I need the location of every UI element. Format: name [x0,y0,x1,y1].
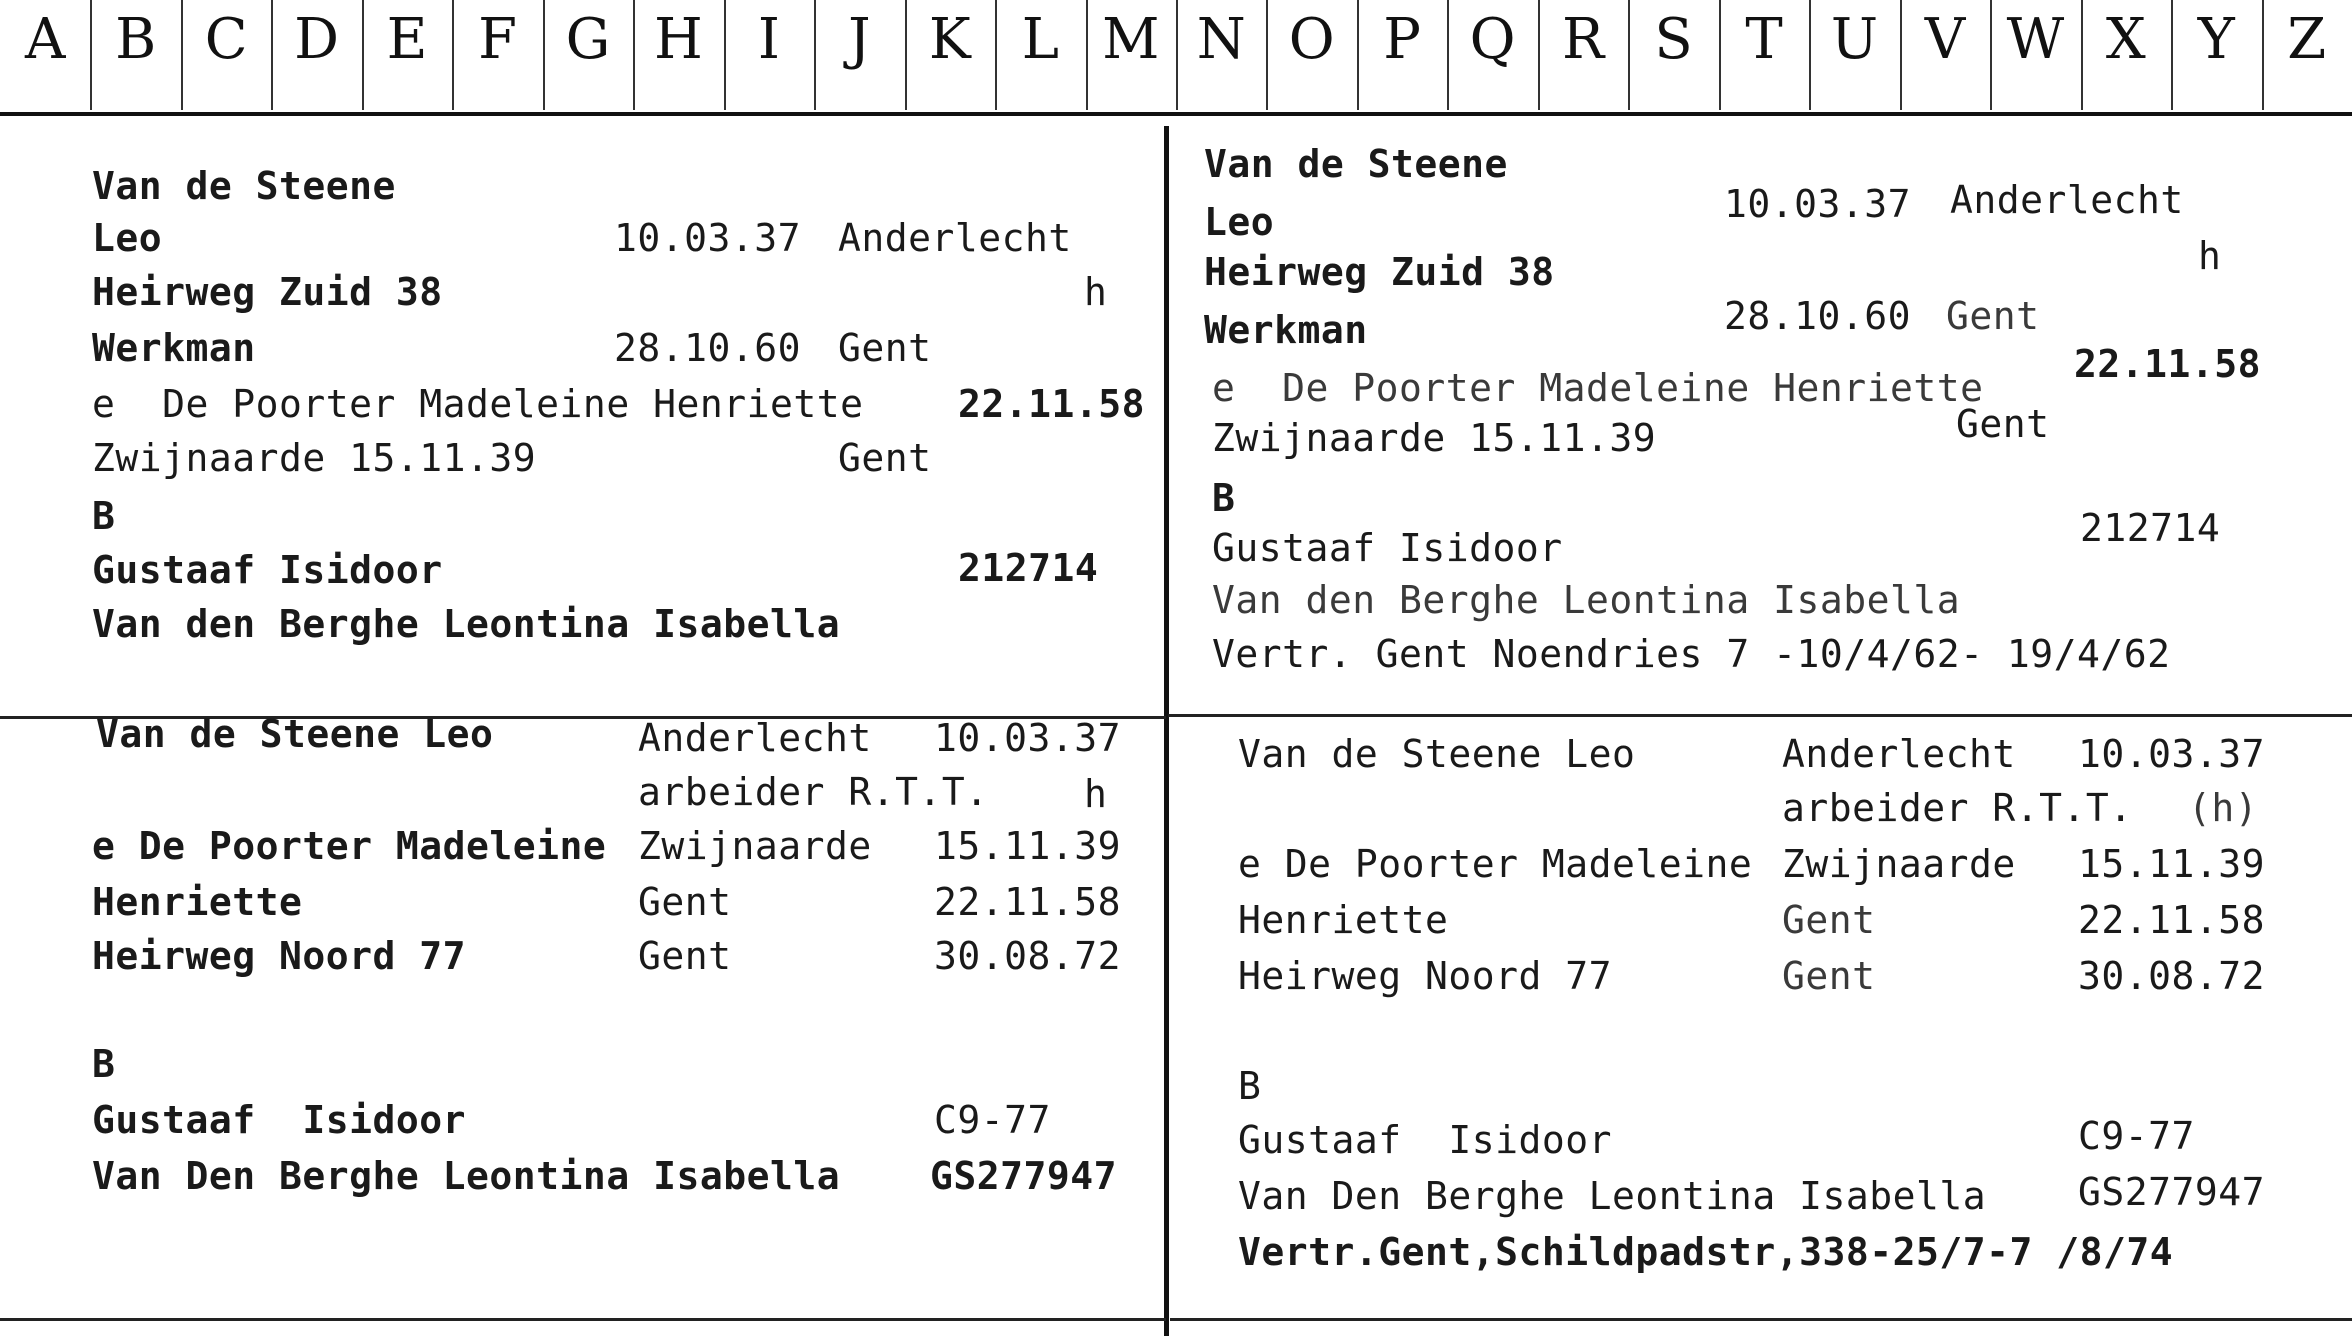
alphabet-letter-v: V [1924,7,1966,72]
birth-date: 10.03.37 [934,716,1122,760]
card-divider-bottom-right [1170,1318,2352,1321]
address-date: 30.08.72 [934,934,1122,978]
alphabet-letter-y: Y [2197,7,2235,72]
alphabet-letter-t: T [1745,7,1783,72]
letter: B [1238,1064,1262,1108]
spouse: e De Poorter Madeleine Henriette [1212,366,1984,410]
spouse-birth-date: 15.11.39 [2078,842,2266,886]
alphabet-separator [2171,0,2173,110]
card-divider-top-right [1168,714,2352,717]
birth-place: Anderlecht [838,216,1072,260]
alphabet-separator [452,0,454,110]
alphabet-separator [90,0,92,110]
alphabet-letter-x: X [2105,7,2146,72]
occupation: Werkman [92,326,256,370]
address-place: Gent [1782,954,1876,998]
birth-date: 10.03.37 [2078,732,2266,776]
alphabet-letter-r: R [1561,7,1605,72]
spouse: e De Poorter Madeleine Henriette [92,382,864,426]
spouse-birth: Zwijnaarde 15.11.39 [92,436,537,480]
occupation: arbeider R.T.T. [638,770,989,814]
code: h [1084,270,1108,314]
letter: B [1212,476,1236,520]
mother: Van den Berghe Leontina Isabella [92,602,841,646]
marriage-place: Gent [638,880,732,924]
alphabet-letter-s: S [1654,7,1693,72]
name: Van de Steene Leo [1238,732,1636,776]
spouse-date: 22.11.58 [2074,342,2262,386]
birth-place: Anderlecht [1950,178,2184,222]
alphabet-letter-o: O [1288,7,1335,72]
alphabet-separator [543,0,545,110]
spouse-second-name: Henriette [1238,898,1449,942]
alphabet-letter-g: G [565,7,611,72]
birth-place: Anderlecht [1782,732,2016,776]
spouse-birth-date: 15.11.39 [934,824,1122,868]
surname: Van de Steene [92,164,396,208]
alphabet-letter-k: K [928,7,971,72]
marriage-place: Gent [1782,898,1876,942]
alphabet-letter-i: I [757,7,780,72]
spouse-birth-place: Zwijnaarde [1782,842,2016,886]
alphabet-separator [181,0,183,110]
spouse: e De Poorter Madeleine [1238,842,1753,886]
alphabet-separator [271,0,273,110]
father: Gustaaf Isidoor [1238,1118,1613,1162]
address-date: 30.08.72 [2078,954,2266,998]
spouse-place: Gent [838,436,932,480]
spouse-place: Gent [1956,402,2050,446]
surname: Van de Steene [1204,142,1508,186]
firstname: Leo [1204,200,1275,244]
mother: Van den Berghe Leontina Isabella [1212,578,1961,622]
birth-place: Anderlecht [638,716,872,760]
alphabet-separator [995,0,997,110]
code: (h) [2188,786,2259,830]
alphabet-separator [362,0,364,110]
address: Heirweg Noord 77 [1238,954,1613,998]
alphabet-letter-z: Z [2287,7,2327,72]
father: Gustaaf Isidoor [92,1098,467,1142]
alphabet-separator [1990,0,1992,110]
alphabet-letter-p: P [1383,7,1421,72]
alphabet-letter-n: N [1196,7,1246,72]
alphabet-separator [1900,0,1902,110]
alphabet-letter-u: U [1830,7,1879,72]
reference: C9-77 [2078,1114,2195,1158]
address: Heirweg Noord 77 [92,934,467,978]
alphabet-separator [1447,0,1449,110]
gs-number: GS277947 [2078,1170,2266,1214]
alphabet-separator [2081,0,2083,110]
occupation-place: Gent [838,326,932,370]
alphabet-separator [814,0,816,110]
alphabet-letter-f: F [478,7,517,72]
occupation-date: 28.10.60 [1724,294,1912,338]
card-divider-vertical [1164,126,1169,1336]
alphabet-separator [1719,0,1721,110]
firstname: Leo [92,216,163,260]
father: Gustaaf Isidoor [92,548,443,592]
alphabet-letter-l: L [1021,7,1059,72]
alphabet-index [0,0,2352,116]
occupation: arbeider R.T.T. [1782,786,2133,830]
birth-date: 10.03.37 [1724,182,1912,226]
spouse-date: 22.11.58 [958,382,1146,426]
alphabet-separator [1086,0,1088,110]
alphabet-letter-e: E [386,7,428,72]
code: h [1084,772,1108,816]
alphabet-separator [1357,0,1359,110]
spouse-birth-place: Zwijnaarde [638,824,872,868]
alphabet-letter-j: J [848,7,871,72]
alphabet-separator [1809,0,1811,110]
occupation-place: Gent [1946,294,2040,338]
alphabet-separator [1176,0,1178,110]
alphabet-separator [1628,0,1630,110]
alphabet-letter-h: H [654,7,703,72]
father: Gustaaf Isidoor [1212,526,1563,570]
marriage-date: 22.11.58 [934,880,1122,924]
reference: C9-77 [934,1098,1051,1142]
mother: Van Den Berghe Leontina Isabella [92,1154,841,1198]
alphabet-separator [2262,0,2264,110]
card-divider-bottom-left [0,1318,1166,1321]
record-number: 212714 [958,546,1099,590]
alphabet-separator [1266,0,1268,110]
address: Heirweg Zuid 38 [1204,250,1555,294]
record-number: 212714 [2080,506,2221,550]
alphabet-letter-m: M [1102,7,1160,72]
letter: B [92,1042,116,1086]
departure: Vertr. Gent Noendries 7 -10/4/62- 19/4/62 [1212,632,2171,676]
departure: Vertr.Gent,Schildpadstr,338-25/7-7 /8/74 [1238,1230,2174,1274]
spouse-birth: Zwijnaarde 15.11.39 [1212,416,1657,460]
occupation: Werkman [1204,308,1368,352]
alphabet-separator [905,0,907,110]
alphabet-letter-q: Q [1469,7,1516,72]
spouse: e De Poorter Madeleine [92,824,607,868]
alphabet-letter-c: C [204,7,248,72]
alphabet-letter-a: A [25,7,66,72]
address-place: Gent [638,934,732,978]
spouse-second-name: Henriette [92,880,303,924]
occupation-date: 28.10.60 [614,326,802,370]
code: h [2198,234,2222,278]
birth-date: 10.03.37 [614,216,802,260]
mother: Van Den Berghe Leontina Isabella [1238,1174,1987,1218]
address: Heirweg Zuid 38 [92,270,443,314]
alphabet-letter-w: W [2006,7,2065,72]
alphabet-letter-d: D [294,7,340,72]
alphabet-separator [633,0,635,110]
marriage-date: 22.11.58 [2078,898,2266,942]
alphabet-separator [724,0,726,110]
name: Van de Steene Leo [96,712,494,756]
gs-number: GS277947 [930,1154,1118,1198]
letter: B [92,494,116,538]
alphabet-separator [1538,0,1540,110]
alphabet-letter-b: B [115,7,157,72]
